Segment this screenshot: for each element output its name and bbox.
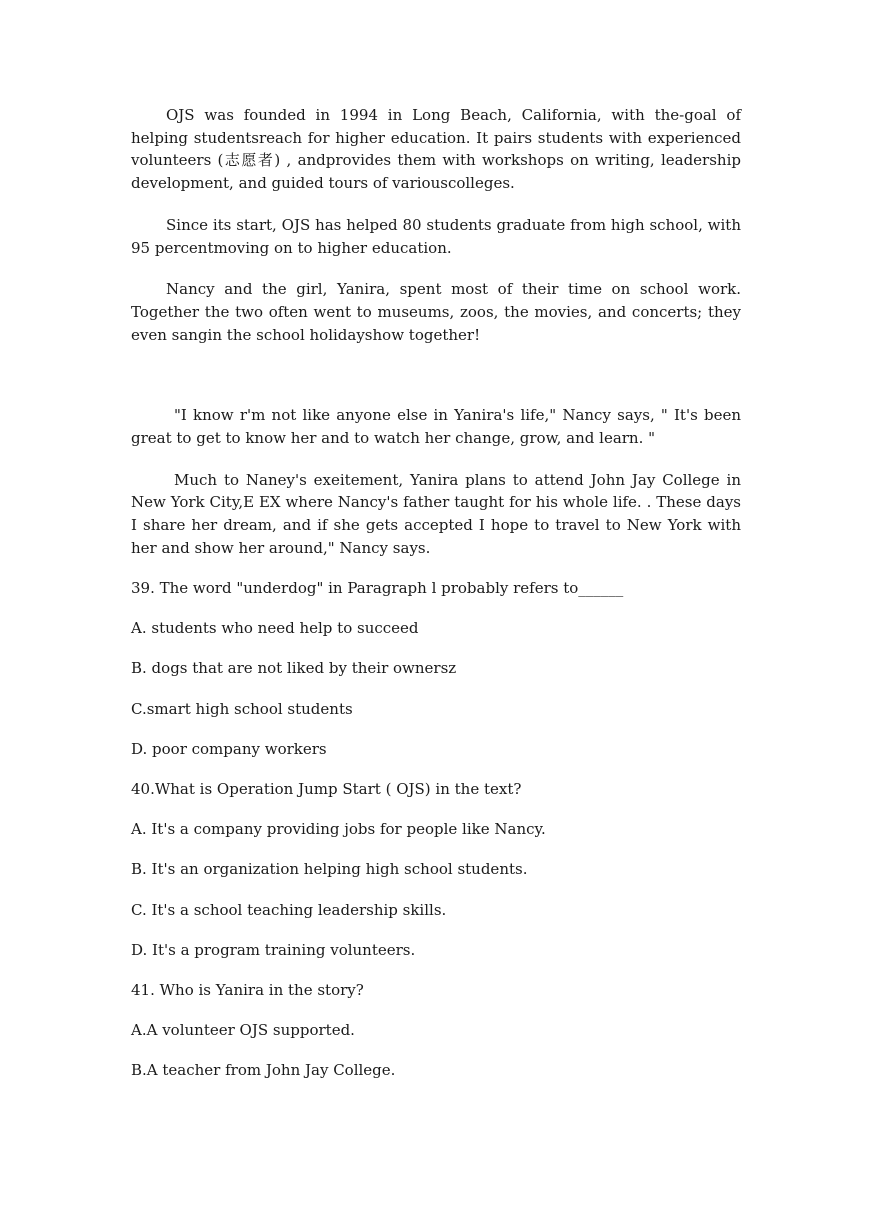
paragraph-spacer: [131, 560, 741, 578]
question-39-option-b: B. dogs that are not liked by their ownersz: [131, 659, 457, 678]
paragraph-yanira-college: Much to Naney's exeitement, Yanira plans to attend John Jay College in New York City,E EX where Nancy's father taught for his whole life. . These days I share her dream, and if she gets accepted I hope to travel to New York with her and show her around," Nancy says.: [131, 470, 741, 557]
paragraph-nancy-yanira: Nancy and the girl, Yanira, spent most of their time on school work. Together the two often went to museums, zoos, the movies, and concerts; they even sangin the school holidayshow together!: [131, 280, 741, 344]
question-40-stem: 40.What is Operation Jump Start ( OJS) in the text?: [131, 780, 522, 799]
question-41-option-b: B.A teacher from John Jay College.: [131, 1061, 396, 1080]
question-41-stem: 41. Who is Yanira in the story?: [131, 981, 364, 1000]
paragraph-spacer: [131, 450, 741, 469]
question-40-option-a: A. It's a company providing jobs for people like Nancy.: [131, 820, 546, 839]
paragraph-spacer: [131, 195, 741, 214]
question-40-option-d: D. It's a program training volunteers.: [131, 940, 416, 959]
document-page: [131, 104, 741, 1082]
paragraph-spacer-large: [131, 346, 741, 404]
paragraph-spacer: [131, 259, 741, 278]
paragraph-nancy-quote: "I know r'm not like anyone else in Yanira's life," Nancy says, " It's been great to get to know her and to watch her change, grow, and learn. ": [131, 406, 741, 448]
question-39-option-d: D. poor company workers: [131, 739, 327, 758]
question-41-option-a: A.A volunteer OJS supported.: [131, 1021, 355, 1040]
question-39-option-c: C.smart high school students: [131, 699, 353, 718]
question-39-option-a: A. students who need help to succeed: [131, 619, 419, 638]
question-40-option-c: C. It's a school teaching leadership skills.: [131, 900, 447, 919]
paragraph-ojs-results: Since its start, OJS has helped 80 students graduate from high school, with 95 percentmoving on to higher education.: [131, 215, 741, 257]
question-40-option-b: B. It's an organization helping high school students.: [131, 860, 528, 879]
paragraph-ojs-founding: OJS was founded in 1994 in Long Beach, California, with the-goal of helping studentsreach for higher education. It pairs students with experienced volunteers (志愿者) , andprovides them with workshops on writing, leadership development, and guided tours of variouscolleges.: [131, 106, 741, 193]
question-39-stem: 39. The word "underdog" in Paragraph l probably refers to______: [131, 579, 624, 598]
